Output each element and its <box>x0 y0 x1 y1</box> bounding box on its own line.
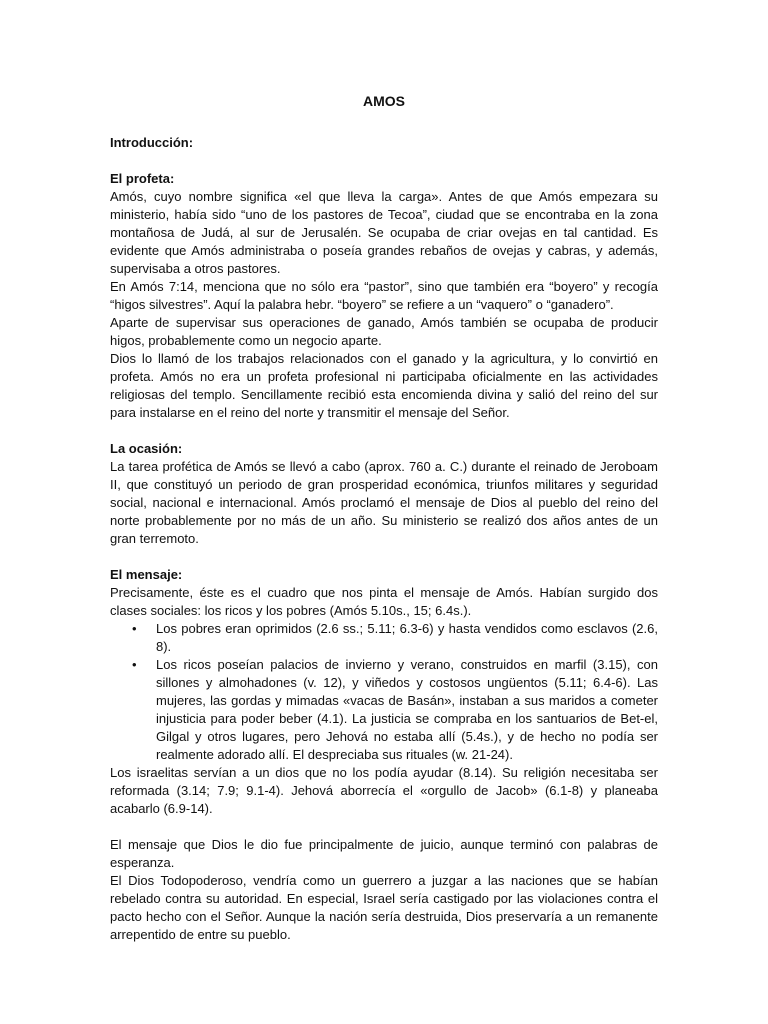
mensaje-heading: El mensaje: <box>110 567 183 582</box>
spacer <box>110 818 658 836</box>
intro-heading: Introducción: <box>110 135 194 150</box>
ocasion-heading: La ocasión: <box>110 441 183 456</box>
list-item <box>132 620 658 656</box>
mensaje-list <box>110 620 658 764</box>
profeta-paragraph: En Amós 7:14, menciona que no sólo era “pastor”, sino que también era “boyero” y recogía “higos silvestres”. Aquí la palabra hebr. “boyero” se refiere a un “vaquero” o “ganadero”. <box>110 279 658 312</box>
mensaje-closing: El Dios Todopoderoso, vendría como un guerrero a juzgar a las naciones que se habían rebelado contra su autoridad. En especial, Israel sería castigado por las violaciones contra el pacto hecho con el Señor. Aunque la nación sería destruida, Dios preservaría a un remanente arrepentido de entre su pueblo. <box>110 873 658 942</box>
profeta-paragraph: Dios lo llamó de los trabajos relacionados con el ganado y la agricultura, y lo convirtió en profeta. Amós no era un profeta profesional ni participaba oficialmente en las actividades religiosas del templo. Sencillamente recibió esta encomienda divina y salió del reino del sur para instalarse en el reino del norte y transmitir el mensaje del Señor. <box>110 351 658 420</box>
bullet-icon: • <box>132 621 137 636</box>
profeta-paragraph: Amós, cuyo nombre significa «el que lleva la carga». Antes de que Amós empezara su ministerio, había sido “uno de los pastores de Tecoa”, ciudad que se encontraba en la zona montañosa de Judá, al sur de Jerusalén. Se ocupaba de criar ovejas en tal cantidad. Es evidente que Amós administraba o poseía grandes rebaños de ovejas y cabras, y además, supervisaba a otros pastores. <box>110 189 658 276</box>
bullet-icon: • <box>132 657 137 672</box>
spacer <box>110 422 658 440</box>
list-item-text: Los ricos poseían palacios de invierno y verano, construidos en marfil (3.15), con sillones y almohadones (v. 12), y viñedos y costosos ungüentos (5.11; 6.4-6). Las mujeres, las gordas y mimadas «vacas de Basán», instaban a sus maridos a cometer injusticia para poder beber (4.1). La justicia se compraba en los santuarios de Bet-el, Gilgal y otros lugares, pero Jehová no estaba allí (5.4s.), y de hecho no podía ser realmente adorado allí. El despreciaba sus rituales (w. 21-24). <box>156 657 658 762</box>
ocasion-paragraph: La tarea profética de Amós se llevó a cabo (aprox. 760 a. C.) durante el reinado de Jeroboam II, que constituyó un periodo de gran prosperidad económica, triunfos militares y seguridad social, nacional e internacional. Amós proclamó el mensaje de Dios al pueblo del reino del norte probablemente por no más de un año. Su ministerio se realizó dos años antes de un gran terremoto. <box>110 459 658 546</box>
mensaje-after-list: Los israelitas servían a un dios que no los podía ayudar (8.14). Su religión necesitaba ser reformada (3.14; 7.9; 9.1-4). Jehová aborrecía el «orgullo de Jacob» (6.1-8) y planeaba acabarlo (6.9-14). <box>110 765 658 816</box>
spacer <box>110 548 658 566</box>
spacer <box>110 152 658 170</box>
list-item-text: Los pobres eran oprimidos (2.6 ss.; 5.11; 6.3-6) y hasta vendidos como esclavos (2.6, 8). <box>156 621 658 654</box>
mensaje-closing: El mensaje que Dios le dio fue principalmente de juicio, aunque terminó con palabras de esperanza. <box>110 837 658 870</box>
list-item <box>132 656 658 764</box>
profeta-heading: El profeta: <box>110 171 175 186</box>
profeta-paragraph: Aparte de supervisar sus operaciones de ganado, Amós también se ocupaba de producir higos, probablemente como un negocio aparte. <box>110 315 658 348</box>
mensaje-intro: Precisamente, éste es el cuadro que nos pinta el mensaje de Amós. Habían surgido dos clases sociales: los ricos y los pobres (Amós 5.10s., 15; 6.4s.). <box>110 585 658 618</box>
document-title: AMOS <box>363 93 405 109</box>
